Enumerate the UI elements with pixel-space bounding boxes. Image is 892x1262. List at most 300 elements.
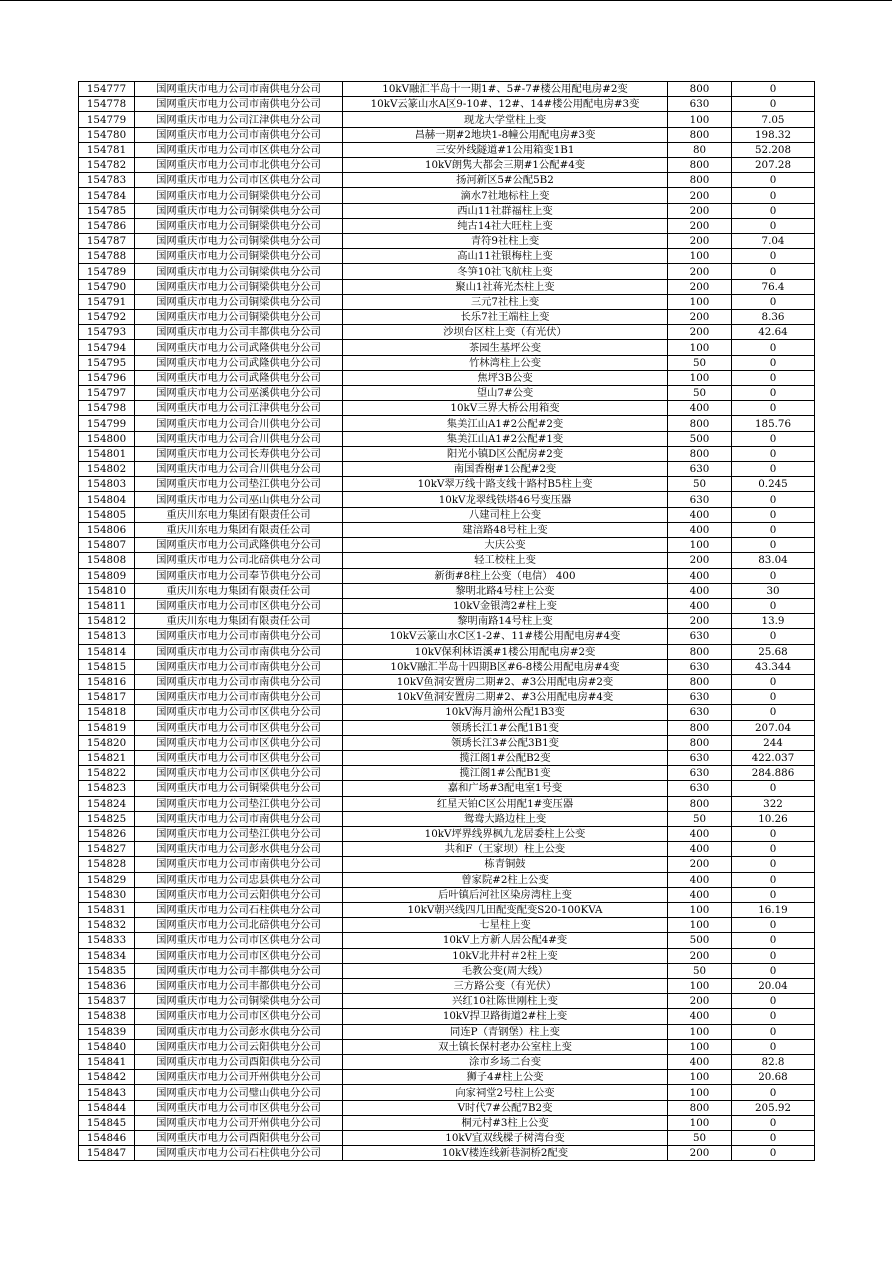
capacity-cell: 50 xyxy=(668,477,732,492)
table-row xyxy=(79,553,815,568)
company-cell: 国网重庆市电力公司市南供电分公司 xyxy=(135,811,343,826)
row-id-cell: 154833 xyxy=(79,933,135,948)
value-cell: 0 xyxy=(732,462,815,477)
company-cell: 国网重庆市电力公司市区供电分公司 xyxy=(135,750,343,765)
table-row xyxy=(79,978,815,993)
capacity-cell: 800 xyxy=(668,674,732,689)
value-cell: 322 xyxy=(732,796,815,811)
company-cell: 重庆川东电力集团有限责任公司 xyxy=(135,507,343,522)
company-cell: 国网重庆市电力公司开州供电分公司 xyxy=(135,1070,343,1085)
company-cell: 国网重庆市电力公司市南供电分公司 xyxy=(135,644,343,659)
company-cell: 国网重庆市电力公司武隆供电分公司 xyxy=(135,370,343,385)
value-cell: 0 xyxy=(732,173,815,188)
value-cell: 43.344 xyxy=(732,659,815,674)
value-cell: 0 xyxy=(732,994,815,1009)
table-row xyxy=(79,97,815,112)
capacity-cell: 400 xyxy=(668,507,732,522)
table-row xyxy=(79,1085,815,1100)
row-id-cell: 154804 xyxy=(79,492,135,507)
transformer-name-cell: 黎明南路14号柱上变 xyxy=(343,614,668,629)
transformer-name-cell: 10kV云篆山水C区1-2#、11#楼公用配电房#4变 xyxy=(343,629,668,644)
row-id-cell: 154827 xyxy=(79,842,135,857)
value-cell: 0 xyxy=(732,1131,815,1146)
table-row xyxy=(79,218,815,233)
capacity-cell: 200 xyxy=(668,994,732,1009)
value-cell: 0 xyxy=(732,431,815,446)
row-id-cell: 154815 xyxy=(79,659,135,674)
row-id-cell: 154830 xyxy=(79,887,135,902)
row-id-cell: 154835 xyxy=(79,963,135,978)
table-row xyxy=(79,522,815,537)
capacity-cell: 100 xyxy=(668,294,732,309)
row-id-cell: 154811 xyxy=(79,598,135,613)
value-cell: 0.245 xyxy=(732,477,815,492)
row-id-cell: 154805 xyxy=(79,507,135,522)
transformer-name-cell: 鸳鸯大路边柱上变 xyxy=(343,811,668,826)
table-row xyxy=(79,127,815,142)
company-cell: 国网重庆市电力公司市南供电分公司 xyxy=(135,690,343,705)
row-id-cell: 154777 xyxy=(79,82,135,97)
table-row xyxy=(79,918,815,933)
table-row xyxy=(79,720,815,735)
company-cell: 国网重庆市电力公司市区供电分公司 xyxy=(135,1009,343,1024)
transformer-name-cell: 双土镇长保村老办公室柱上变 xyxy=(343,1039,668,1054)
value-cell: 0 xyxy=(732,826,815,841)
company-cell: 国网重庆市电力公司铜梁供电分公司 xyxy=(135,310,343,325)
company-cell: 国网重庆市电力公司铜梁供电分公司 xyxy=(135,294,343,309)
capacity-cell: 50 xyxy=(668,811,732,826)
value-cell: 0 xyxy=(732,386,815,401)
company-cell: 国网重庆市电力公司奉节供电分公司 xyxy=(135,568,343,583)
capacity-cell: 100 xyxy=(668,112,732,127)
value-cell: 20.04 xyxy=(732,978,815,993)
row-id-cell: 154824 xyxy=(79,796,135,811)
value-cell: 198.32 xyxy=(732,127,815,142)
company-cell: 国网重庆市电力公司铜梁供电分公司 xyxy=(135,234,343,249)
value-cell: 76.4 xyxy=(732,279,815,294)
transformer-name-cell: 新街#8柱上公变（电信） 400 xyxy=(343,568,668,583)
row-id-cell: 154779 xyxy=(79,112,135,127)
transformer-name-cell: 青符9社柱上变 xyxy=(343,234,668,249)
table-row xyxy=(79,310,815,325)
value-cell: 10.26 xyxy=(732,811,815,826)
value-cell: 0 xyxy=(732,1024,815,1039)
transformer-name-cell: 兴红10社陈世刚柱上变 xyxy=(343,994,668,1009)
row-id-cell: 154839 xyxy=(79,1024,135,1039)
company-cell: 国网重庆市电力公司市南供电分公司 xyxy=(135,659,343,674)
transformer-name-cell: 嘉和广场#3配电室1号变 xyxy=(343,781,668,796)
transformer-name-cell: 栋青铜鼓 xyxy=(343,857,668,872)
capacity-cell: 500 xyxy=(668,933,732,948)
company-cell: 国网重庆市电力公司市区供电分公司 xyxy=(135,933,343,948)
transformer-name-cell: 10kV三界大桥公用箱变 xyxy=(343,401,668,416)
value-cell: 0 xyxy=(732,1039,815,1054)
company-cell: 国网重庆市电力公司合川供电分公司 xyxy=(135,431,343,446)
capacity-cell: 200 xyxy=(668,857,732,872)
row-id-cell: 154800 xyxy=(79,431,135,446)
capacity-cell: 50 xyxy=(668,1131,732,1146)
row-id-cell: 154803 xyxy=(79,477,135,492)
transformer-name-cell: 阳光小镇D区公配房#2变 xyxy=(343,446,668,461)
transformer-name-cell: 领琇长江3#公配3B1变 xyxy=(343,735,668,750)
capacity-cell: 200 xyxy=(668,310,732,325)
company-cell: 国网重庆市电力公司云阳供电分公司 xyxy=(135,1039,343,1054)
table-row xyxy=(79,1055,815,1070)
company-cell: 国网重庆市电力公司铜梁供电分公司 xyxy=(135,188,343,203)
capacity-cell: 100 xyxy=(668,1024,732,1039)
row-id-cell: 154795 xyxy=(79,355,135,370)
row-id-cell: 154783 xyxy=(79,173,135,188)
value-cell: 0 xyxy=(732,598,815,613)
table-row xyxy=(79,1039,815,1054)
value-cell: 83.04 xyxy=(732,553,815,568)
table-row xyxy=(79,325,815,340)
row-id-cell: 154840 xyxy=(79,1039,135,1054)
value-cell: 422.037 xyxy=(732,750,815,765)
capacity-cell: 800 xyxy=(668,644,732,659)
transformer-name-cell: 焦坪3B公变 xyxy=(343,370,668,385)
value-cell: 0 xyxy=(732,355,815,370)
value-cell: 0 xyxy=(732,1085,815,1100)
company-cell: 国网重庆市电力公司江津供电分公司 xyxy=(135,401,343,416)
value-cell: 0 xyxy=(732,948,815,963)
table-row xyxy=(79,1131,815,1146)
transformer-name-cell: 10kV鱼洞安置房二期#2、#3公用配电房#2变 xyxy=(343,674,668,689)
capacity-cell: 800 xyxy=(668,735,732,750)
value-cell: 0 xyxy=(732,568,815,583)
row-id-cell: 154826 xyxy=(79,826,135,841)
row-id-cell: 154799 xyxy=(79,416,135,431)
transformer-name-cell: 黎明北路4号柱上公变 xyxy=(343,583,668,598)
value-cell: 0 xyxy=(732,963,815,978)
capacity-cell: 100 xyxy=(668,340,732,355)
value-cell: 0 xyxy=(732,887,815,902)
company-cell: 国网重庆市电力公司彭水供电分公司 xyxy=(135,842,343,857)
capacity-cell: 50 xyxy=(668,386,732,401)
transformer-name-cell: 集美江山A1#2公配#2变 xyxy=(343,416,668,431)
company-cell: 国网重庆市电力公司武隆供电分公司 xyxy=(135,340,343,355)
capacity-cell: 400 xyxy=(668,842,732,857)
table-row xyxy=(79,401,815,416)
transformer-name-cell: 10kV金银湾2#柱上变 xyxy=(343,598,668,613)
row-id-cell: 154823 xyxy=(79,781,135,796)
capacity-cell: 800 xyxy=(668,1100,732,1115)
capacity-cell: 100 xyxy=(668,370,732,385)
table-row xyxy=(79,598,815,613)
value-cell: 0 xyxy=(732,705,815,720)
table-row xyxy=(79,1100,815,1115)
capacity-cell: 80 xyxy=(668,142,732,157)
capacity-cell: 500 xyxy=(668,431,732,446)
value-cell: 0 xyxy=(732,1009,815,1024)
transformer-name-cell: 10kV保利林语溪#1楼公用配电房#2变 xyxy=(343,644,668,659)
transformer-name-cell: 聚山1社蒋光杰柱上变 xyxy=(343,279,668,294)
table-row xyxy=(79,173,815,188)
company-cell: 国网重庆市电力公司市区供电分公司 xyxy=(135,1100,343,1115)
transformer-name-cell: 曾家院#2柱上公变 xyxy=(343,872,668,887)
transformer-name-cell: 10kV龙翠线铁塔46号变压器 xyxy=(343,492,668,507)
capacity-cell: 200 xyxy=(668,234,732,249)
capacity-cell: 100 xyxy=(668,902,732,917)
transformer-name-cell: 10kV翠万线十路支线十路村B5柱上变 xyxy=(343,477,668,492)
value-cell: 0 xyxy=(732,781,815,796)
table-row xyxy=(79,249,815,264)
company-cell: 国网重庆市电力公司市南供电分公司 xyxy=(135,629,343,644)
table-row xyxy=(79,82,815,97)
value-cell: 244 xyxy=(732,735,815,750)
table-row xyxy=(79,1070,815,1085)
company-cell: 国网重庆市电力公司云阳供电分公司 xyxy=(135,887,343,902)
table-row xyxy=(79,1024,815,1039)
company-cell: 国网重庆市电力公司巫山供电分公司 xyxy=(135,492,343,507)
capacity-cell: 100 xyxy=(668,1115,732,1130)
transformer-name-cell: 领琇长江1#公配1B1变 xyxy=(343,720,668,735)
capacity-cell: 400 xyxy=(668,568,732,583)
row-id-cell: 154825 xyxy=(79,811,135,826)
transformer-name-cell: 10kV宜双线樑子树湾台变 xyxy=(343,1131,668,1146)
table-row xyxy=(79,1115,815,1130)
row-id-cell: 154838 xyxy=(79,1009,135,1024)
value-cell: 0 xyxy=(732,674,815,689)
capacity-cell: 630 xyxy=(668,781,732,796)
value-cell: 0 xyxy=(732,842,815,857)
transformer-name-cell: 现龙大学堂柱上变 xyxy=(343,112,668,127)
value-cell: 0 xyxy=(732,203,815,218)
company-cell: 国网重庆市电力公司彭水供电分公司 xyxy=(135,1024,343,1039)
capacity-cell: 800 xyxy=(668,416,732,431)
row-id-cell: 154788 xyxy=(79,249,135,264)
transformer-name-cell: 10kV朗隽大都会三期#1公配#4变 xyxy=(343,158,668,173)
row-id-cell: 154837 xyxy=(79,994,135,1009)
capacity-cell: 800 xyxy=(668,158,732,173)
company-cell: 国网重庆市电力公司丰都供电分公司 xyxy=(135,325,343,340)
row-id-cell: 154784 xyxy=(79,188,135,203)
table-row xyxy=(79,766,815,781)
capacity-cell: 50 xyxy=(668,355,732,370)
capacity-cell: 400 xyxy=(668,401,732,416)
page-top-rule xyxy=(0,0,892,1)
row-id-cell: 154807 xyxy=(79,538,135,553)
table-row xyxy=(79,659,815,674)
row-id-cell: 154834 xyxy=(79,948,135,963)
company-cell: 国网重庆市电力公司市区供电分公司 xyxy=(135,173,343,188)
row-id-cell: 154820 xyxy=(79,735,135,750)
transformer-name-cell: 共和F（王家坝）柱上公变 xyxy=(343,842,668,857)
company-cell: 国网重庆市电力公司市南供电分公司 xyxy=(135,857,343,872)
company-cell: 国网重庆市电力公司开州供电分公司 xyxy=(135,1115,343,1130)
capacity-cell: 200 xyxy=(668,264,732,279)
capacity-cell: 200 xyxy=(668,203,732,218)
row-id-cell: 154814 xyxy=(79,644,135,659)
value-cell: 8.36 xyxy=(732,310,815,325)
capacity-cell: 400 xyxy=(668,872,732,887)
row-id-cell: 154843 xyxy=(79,1085,135,1100)
transformer-name-cell: 10kV捍卫路街道2#柱上变 xyxy=(343,1009,668,1024)
transformer-name-cell: 竹林湾柱上公变 xyxy=(343,355,668,370)
capacity-cell: 200 xyxy=(668,614,732,629)
row-id-cell: 154786 xyxy=(79,218,135,233)
transformer-name-cell: 涂市乡场二台变 xyxy=(343,1055,668,1070)
company-cell: 国网重庆市电力公司石柱供电分公司 xyxy=(135,902,343,917)
value-cell: 0 xyxy=(732,1146,815,1161)
transformer-name-cell: 揽江阁1#公配B2变 xyxy=(343,750,668,765)
company-cell: 国网重庆市电力公司市区供电分公司 xyxy=(135,598,343,613)
transformer-name-cell: 南国香榭#1公配#2变 xyxy=(343,462,668,477)
company-cell: 国网重庆市电力公司垫江供电分公司 xyxy=(135,826,343,841)
value-cell: 0 xyxy=(732,446,815,461)
row-id-cell: 154787 xyxy=(79,234,135,249)
value-cell: 0 xyxy=(732,401,815,416)
capacity-cell: 400 xyxy=(668,1009,732,1024)
transformer-name-cell: 集美江山A1#2公配#1变 xyxy=(343,431,668,446)
table-row xyxy=(79,294,815,309)
table-row xyxy=(79,355,815,370)
value-cell: 42.64 xyxy=(732,325,815,340)
table-row xyxy=(79,796,815,811)
value-cell: 205.92 xyxy=(732,1100,815,1115)
table-row xyxy=(79,857,815,872)
company-cell: 重庆川东电力集团有限责任公司 xyxy=(135,583,343,598)
table-row xyxy=(79,1009,815,1024)
table-row xyxy=(79,158,815,173)
company-cell: 国网重庆市电力公司酉阳供电分公司 xyxy=(135,1131,343,1146)
transformer-name-cell: 狮子4#柱上公变 xyxy=(343,1070,668,1085)
capacity-cell: 630 xyxy=(668,690,732,705)
table-row xyxy=(79,614,815,629)
table-row xyxy=(79,568,815,583)
transformer-name-cell: 10kV上方新人居公配4#变 xyxy=(343,933,668,948)
company-cell: 国网重庆市电力公司市区供电分公司 xyxy=(135,735,343,750)
table-row xyxy=(79,1146,815,1161)
row-id-cell: 154802 xyxy=(79,462,135,477)
row-id-cell: 154831 xyxy=(79,902,135,917)
table-row xyxy=(79,477,815,492)
company-cell: 重庆川东电力集团有限责任公司 xyxy=(135,614,343,629)
value-cell: 207.04 xyxy=(732,720,815,735)
row-id-cell: 154821 xyxy=(79,750,135,765)
transformer-name-cell: 沙坝台区柱上变（有光伏） xyxy=(343,325,668,340)
value-cell: 0 xyxy=(732,933,815,948)
table-row xyxy=(79,279,815,294)
row-id-cell: 154812 xyxy=(79,614,135,629)
table-row xyxy=(79,963,815,978)
capacity-cell: 400 xyxy=(668,826,732,841)
row-id-cell: 154845 xyxy=(79,1115,135,1130)
value-cell: 13.9 xyxy=(732,614,815,629)
transformer-name-cell: 红星天铂C区公用配1#变压器 xyxy=(343,796,668,811)
row-id-cell: 154790 xyxy=(79,279,135,294)
table-body xyxy=(79,82,815,1161)
table-row xyxy=(79,188,815,203)
capacity-cell: 50 xyxy=(668,963,732,978)
row-id-cell: 154822 xyxy=(79,766,135,781)
row-id-cell: 154847 xyxy=(79,1146,135,1161)
capacity-cell: 400 xyxy=(668,522,732,537)
capacity-cell: 400 xyxy=(668,598,732,613)
table-row xyxy=(79,264,815,279)
value-cell: 0 xyxy=(732,1115,815,1130)
transformer-name-cell: 10kV融汇半岛十一期1#、5#-7#楼公用配电房#2变 xyxy=(343,82,668,97)
capacity-cell: 100 xyxy=(668,1070,732,1085)
capacity-cell: 400 xyxy=(668,1055,732,1070)
transformer-name-cell: 同连P（青钢堡）柱上变 xyxy=(343,1024,668,1039)
capacity-cell: 630 xyxy=(668,705,732,720)
capacity-cell: 100 xyxy=(668,918,732,933)
value-cell: 82.8 xyxy=(732,1055,815,1070)
capacity-cell: 800 xyxy=(668,446,732,461)
company-cell: 重庆川东电力集团有限责任公司 xyxy=(135,522,343,537)
capacity-cell: 400 xyxy=(668,887,732,902)
company-cell: 国网重庆市电力公司市南供电分公司 xyxy=(135,674,343,689)
transformer-name-cell: 10kV鱼洞安置房二期#2、#3公用配电房#4变 xyxy=(343,690,668,705)
row-id-cell: 154794 xyxy=(79,340,135,355)
row-id-cell: 154781 xyxy=(79,142,135,157)
transformer-name-cell: 后叶镇后河社区染房湾柱上变 xyxy=(343,887,668,902)
capacity-cell: 800 xyxy=(668,127,732,142)
row-id-cell: 154844 xyxy=(79,1100,135,1115)
value-cell: 0 xyxy=(732,294,815,309)
capacity-cell: 630 xyxy=(668,659,732,674)
row-id-cell: 154829 xyxy=(79,872,135,887)
transformer-name-cell: 10kV楼连线新巷洞桥2配变 xyxy=(343,1146,668,1161)
table-row xyxy=(79,750,815,765)
company-cell: 国网重庆市电力公司铜梁供电分公司 xyxy=(135,279,343,294)
capacity-cell: 200 xyxy=(668,325,732,340)
value-cell: 25.68 xyxy=(732,644,815,659)
transformer-name-cell: 三安外线隧道#1公用箱变1B1 xyxy=(343,142,668,157)
transformer-name-cell: 西山11社群福柱上变 xyxy=(343,203,668,218)
table-row xyxy=(79,203,815,218)
transformer-name-cell: 向家祠堂2号柱上公变 xyxy=(343,1085,668,1100)
capacity-cell: 630 xyxy=(668,629,732,644)
table-row xyxy=(79,234,815,249)
value-cell: 0 xyxy=(732,872,815,887)
row-id-cell: 154801 xyxy=(79,446,135,461)
row-id-cell: 154782 xyxy=(79,158,135,173)
table-row xyxy=(79,416,815,431)
company-cell: 国网重庆市电力公司合川供电分公司 xyxy=(135,462,343,477)
transformer-name-cell: 高山11社银梅柱上变 xyxy=(343,249,668,264)
company-cell: 国网重庆市电力公司忠县供电分公司 xyxy=(135,872,343,887)
value-cell: 0 xyxy=(732,82,815,97)
row-id-cell: 154792 xyxy=(79,310,135,325)
company-cell: 国网重庆市电力公司垫江供电分公司 xyxy=(135,796,343,811)
company-cell: 国网重庆市电力公司市区供电分公司 xyxy=(135,720,343,735)
row-id-cell: 154778 xyxy=(79,97,135,112)
transformer-name-cell: 三元7社柱上变 xyxy=(343,294,668,309)
company-cell: 国网重庆市电力公司酉阳供电分公司 xyxy=(135,1055,343,1070)
row-id-cell: 154817 xyxy=(79,690,135,705)
table-row xyxy=(79,735,815,750)
transformer-name-cell: 10kV融汇半岛十四期B区#6-8楼公用配电房#4变 xyxy=(343,659,668,674)
capacity-cell: 100 xyxy=(668,1085,732,1100)
value-cell: 0 xyxy=(732,629,815,644)
capacity-cell: 200 xyxy=(668,218,732,233)
company-cell: 国网重庆市电力公司市南供电分公司 xyxy=(135,82,343,97)
table-row xyxy=(79,583,815,598)
table-row xyxy=(79,142,815,157)
company-cell: 国网重庆市电力公司铜梁供电分公司 xyxy=(135,218,343,233)
transformer-name-cell: 昌赫一期#2地块1-8幢公用配电房#3变 xyxy=(343,127,668,142)
transformer-name-cell: 茶园生基坪公变 xyxy=(343,340,668,355)
company-cell: 国网重庆市电力公司北碚供电分公司 xyxy=(135,553,343,568)
capacity-cell: 800 xyxy=(668,720,732,735)
capacity-cell: 800 xyxy=(668,796,732,811)
capacity-cell: 100 xyxy=(668,978,732,993)
row-id-cell: 154808 xyxy=(79,553,135,568)
transformer-name-cell: 轻工校柱上变 xyxy=(343,553,668,568)
transformer-name-cell: 纯古14社大旺柱上变 xyxy=(343,218,668,233)
